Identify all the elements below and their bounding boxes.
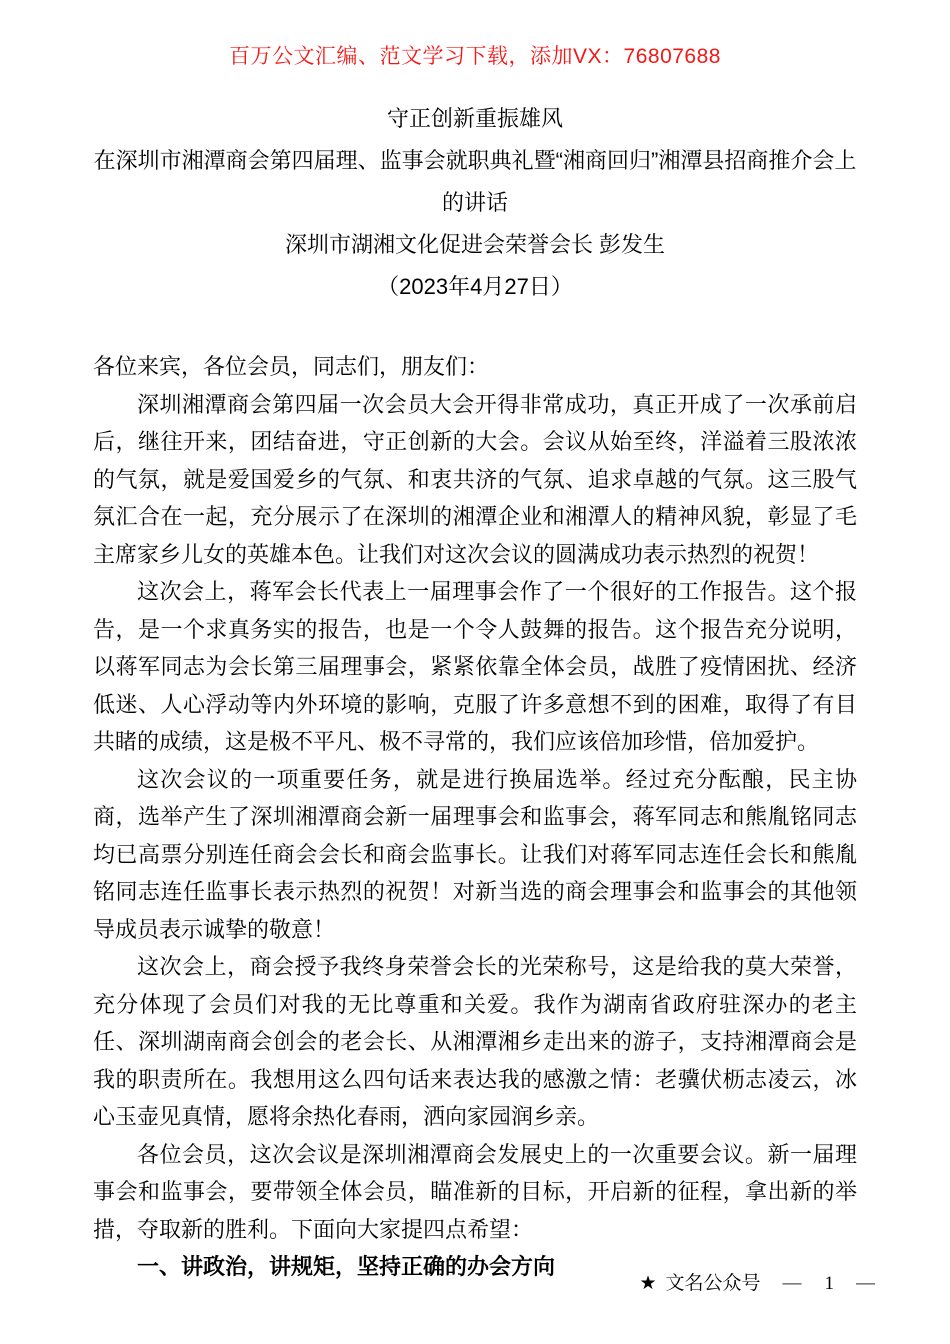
page-number-right-dash: — bbox=[856, 1273, 876, 1294]
title-block bbox=[93, 98, 857, 308]
document-body bbox=[93, 348, 857, 1286]
page-footer bbox=[639, 1272, 876, 1296]
document-title: 守正创新重振雄风 bbox=[386, 106, 563, 131]
date-line: （2023年4月27日） bbox=[377, 274, 573, 299]
body-paragraph: 各位会员，这次会议是深圳湘潭商会发展史上的一次重要会议。新一届理事会和监事会，要带领全体会员，瞄准新的目标，开启新的征程，拿出新的举措，夺取新的胜利。下面向大家提四点希望： bbox=[93, 1141, 857, 1242]
page-number-left-dash: — bbox=[782, 1273, 803, 1294]
body-paragraph: 深圳湘潭商会第四届一次会员大会开得非常成功，真正开成了一次承前启后，继往开来，团结奋进，守正创新的大会。会议从始至终，洋溢着三股浓浓的气氛，就是爱国爱乡的气氛、和衷共济的气氛、追求卓越的气氛。这三股气氛汇合在一起，充分展示了在深圳的湘潭企业和湘潭人的精神风貌，彰显了毛主席家乡儿女的英雄本色。让我们对这次会议的圆满成功表示热烈的祝贺！ bbox=[93, 391, 857, 567]
author-line: 深圳市湖湘文化促进会荣誉会长 彭发生 bbox=[284, 232, 666, 257]
body-paragraph: 这次会上，蒋军会长代表上一届理事会作了一个很好的工作报告。这个报告，是一个求真务实的报告，也是一个令人鼓舞的报告。这个报告充分说明，以蒋军同志为会长第三届理事会，紧紧依靠全体会员，战胜了疫情困扰、经济低迷、人心浮动等内外环境的影响，克服了许多意想不到的困难，取得了有目共睹的成绩，这是极不平凡、极不寻常的，我们应该倍加珍惜，倍加爱护。 bbox=[93, 579, 857, 754]
page-number: 1 bbox=[824, 1273, 834, 1294]
document-subtitle: 在深圳市湘潭商会第四届理、监事会就职典礼暨“湘商回归”湘潭县招商推介会上的讲话 bbox=[93, 148, 857, 215]
footer-brand: 文名公众号 bbox=[665, 1273, 761, 1294]
section-heading: 一、讲政治，讲规矩，坚持正确的办会方向 bbox=[137, 1254, 556, 1279]
body-paragraph: 这次会议的一项重要任务，就是进行换届选举。经过充分酝酿，民主协商，选举产生了深圳湘潭商会新一届理事会和监事会，蒋军同志和熊胤铭同志均已高票分别连任商会会长和商会监事长。让我们对蒋军同志连任会长和熊胤铭同志连任监事长表示热烈的祝贺！对新当选的商会理事会和监事会的其他领导成员表示诚挚的敬意！ bbox=[93, 766, 857, 942]
body-paragraph: 各位来宾，各位会员，同志们，朋友们： bbox=[93, 354, 490, 379]
promo-banner: 百万公文汇编、范文学习下载，添加VX：76807688 bbox=[229, 45, 721, 68]
body-paragraph: 这次会上，商会授予我终身荣誉会长的光荣称号，这是给我的莫大荣誉，充分体现了会员们对我的无比尊重和关爱。我作为湖南省政府驻深办的老主任、深圳湖南商会创会的老会长、从湘潭湘乡走出来的游子，支持湘潭商会是我的职责所在。我想用这么四句话来表达我的感激之情：老骥伏枥志凌云，冰心玉壶见真情，愿将余热化春雨，洒向家园润乡亲。 bbox=[93, 954, 857, 1129]
star-icon: ★ bbox=[639, 1273, 657, 1294]
